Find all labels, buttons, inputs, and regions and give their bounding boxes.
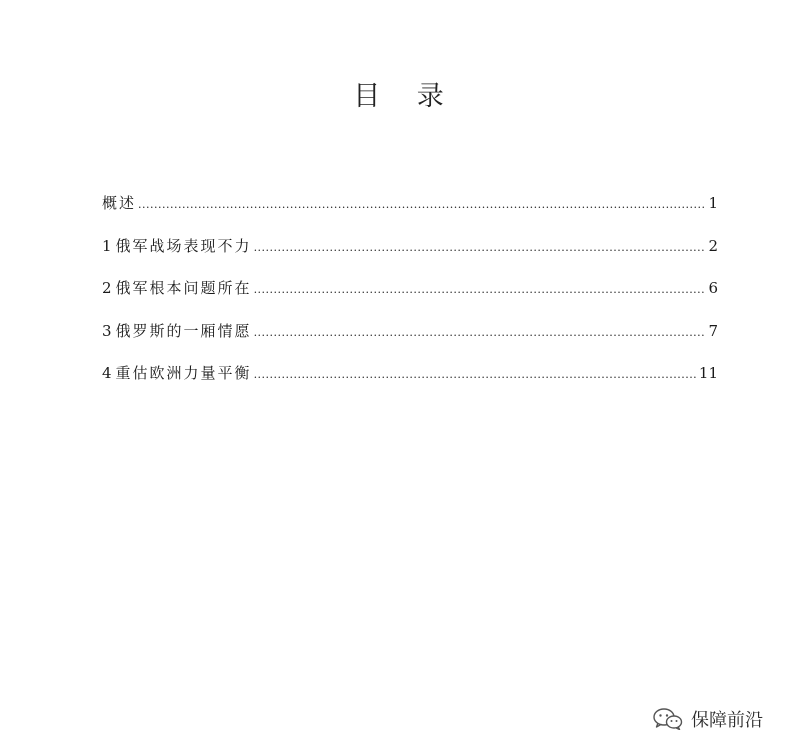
- toc-entry-2[interactable]: [102, 275, 718, 318]
- toc-entry-1[interactable]: [102, 233, 718, 276]
- table-of-contents: [102, 190, 718, 403]
- toc-page-number: 6: [708, 279, 718, 297]
- toc-page-number: 11: [698, 364, 718, 382]
- toc-leader-dots: [254, 277, 707, 303]
- toc-entry-number: 4: [102, 364, 112, 382]
- toc-entry-overview[interactable]: [102, 190, 718, 233]
- toc-entry-label: 重估欧洲力量平衡: [115, 364, 252, 382]
- toc-entry-label: 俄军战场表现不力: [115, 236, 252, 255]
- toc-entry-label: 俄罗斯的一厢情愿: [115, 321, 252, 340]
- account-watermark: [653, 706, 763, 732]
- toc-page-number: 7: [708, 321, 718, 340]
- toc-leader-dots: [254, 235, 707, 261]
- toc-page-number: 1: [708, 194, 718, 212]
- toc-leader-dots: [254, 320, 707, 346]
- toc-page-number: 2: [708, 236, 718, 255]
- toc-entry-4[interactable]: [102, 360, 718, 403]
- toc-entry-number: 2: [102, 279, 112, 297]
- toc-entry-number: 1: [102, 236, 112, 255]
- watermark-text: 保障前沿: [691, 710, 763, 731]
- toc-leader-dots: [138, 192, 706, 218]
- wechat-icon: [653, 708, 683, 730]
- toc-entry-label: 俄军根本问题所在: [115, 279, 252, 297]
- toc-title: 目 录: [353, 81, 458, 112]
- toc-entry-3[interactable]: [102, 318, 718, 361]
- toc-leader-dots: [254, 362, 697, 388]
- toc-entry-label: 概述: [102, 194, 137, 212]
- toc-entry-number: 3: [102, 321, 112, 340]
